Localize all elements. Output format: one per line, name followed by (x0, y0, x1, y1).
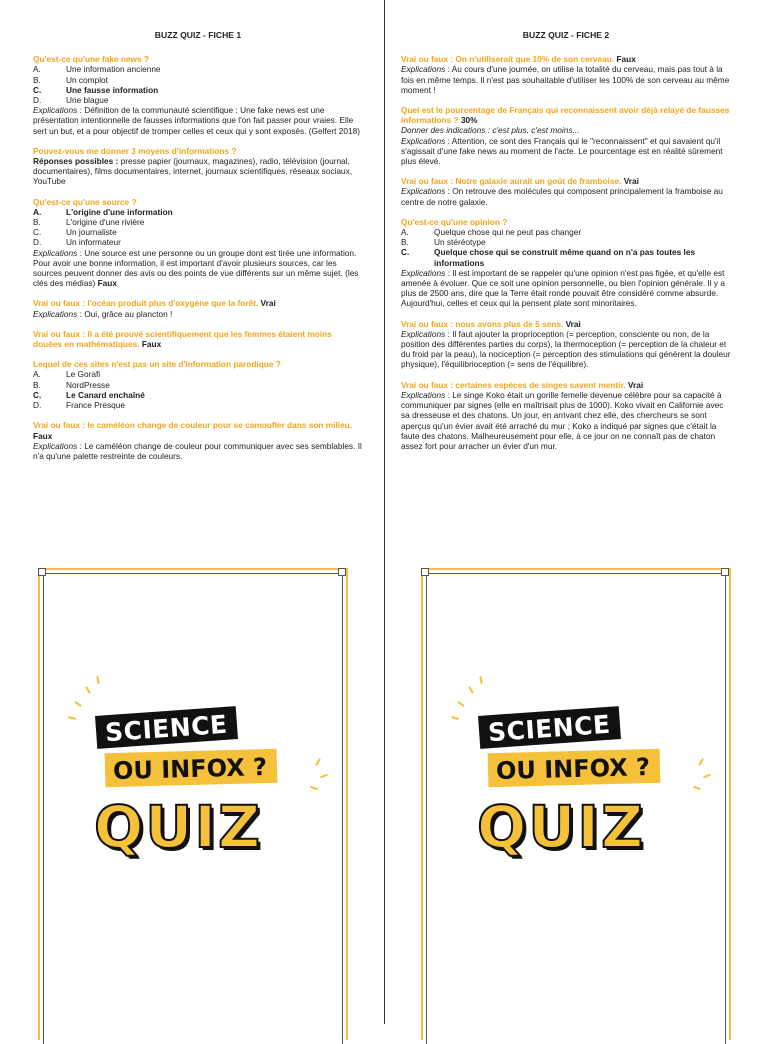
option-d: D. Un informateur (33, 237, 121, 248)
fiche1-question-7 (33, 420, 363, 461)
frame-corner (38, 568, 46, 576)
fiche1-question-2 (33, 146, 363, 187)
logo-ou-infox: OU INFOX ? (488, 749, 661, 787)
question-text: Vrai ou faux : On n'utiliserait que 10% de son cerveau. Faux (401, 54, 636, 65)
question-text: Vrai ou faux : certaines espèces de singes savent mentir. Vrai (401, 379, 644, 390)
page-divider (384, 0, 385, 1024)
answer: Vrai (623, 176, 639, 187)
explanation: Explications : Il est important de se rappeler qu'une opinion n'est pas figée, et qu'elle est amenée à évoluer. Que ce soit une opinion personnelle, ou bien l'opinion générale. Il y a plus de 2500 ans, dire que la Terre était ronde pouvait être considéré comme absurde. Aujourd'hui, celles et ceux qui la pensent plate sont minoritaires. (401, 267, 726, 309)
frame-corner (338, 568, 346, 576)
fiche-2-title: BUZZ QUIZ - FICHE 2 (522, 30, 610, 40)
fiche2-question-3 (401, 176, 731, 207)
hint: Donner des indications : c'est plus, c'est moins... (401, 125, 580, 136)
answer: Faux (141, 339, 162, 350)
fiche2-question-2 (401, 105, 731, 166)
option-b: B. L'origine d'une rivière (33, 217, 145, 228)
explanation: Explications : Attention, ce sont des Français qui le "reconnaissent" et qui savaient qu'il s'agissait d'une fake news au moment de l'acte. Le pourcentage est en réalité sûrement plus élevé. (401, 135, 723, 167)
explanation: Explications : Définition de la communauté scientifique : Une fake news est une présentation intentionnelle de fausses informations que l'on fait passer pour vraies. Elle sert un but, et a pour objectif de tromper celles et ceux qui y sont exposés. (Gelfert 2018) (33, 105, 360, 136)
question-text: Pouvez-vous me donner 3 moyens d'informations ? (33, 145, 237, 156)
fiche1-question-3 (33, 197, 363, 289)
fiche1-question-6 (33, 359, 363, 410)
frame-corner (421, 568, 429, 576)
question-text: Lequel de ces sites n'est pas un site d'information parodique ? (33, 359, 281, 370)
explanation: Explications : On retrouve des molécules qui composent principalement la framboise au centre de notre galaxie. (401, 186, 723, 207)
logo-quiz: QUIZ (477, 793, 646, 861)
logo-science: SCIENCE (478, 706, 621, 749)
fiche-1-title: BUZZ QUIZ - FICHE 1 (154, 30, 242, 40)
question-text: Qu'est-ce qu'une opinion ? (401, 216, 508, 227)
fiche1-question-4 (33, 298, 363, 318)
answer: Vrai (565, 318, 581, 329)
option-c-correct: C. Quelque chose qui se construit même quand on n'a pas toutes les informations (401, 247, 696, 268)
fiche1-question-1 (33, 54, 363, 136)
explanation: Explications : Une source est une personne ou un groupe dont est tirée une information. Pour avoir une bonne information, il est important d'avoir plusieurs sources, car les sources peuvent donner des avis ou des points de vue différents sur un même sujet. (les clés des médias) Faux (33, 247, 359, 289)
option-a: A. Quelque chose qui ne peut pas changer (401, 227, 582, 238)
fiche2-question-6 (401, 380, 731, 451)
fiche-2 (401, 30, 731, 461)
quiz-cover-left (38, 568, 348, 1038)
option-a: A. Le Gorafi (33, 369, 101, 380)
fiche2-question-5 (401, 319, 731, 370)
science-ou-infox-logo (88, 683, 308, 873)
option-b: B. Un stéréotype (401, 237, 486, 248)
answer: Faux (33, 430, 53, 441)
logo-ou-infox: OU INFOX ? (105, 749, 278, 787)
quiz-cover-right (421, 568, 731, 1038)
question-text: Vrai ou faux : Il a été prouvé scientifiquement que les femmes étaient moins douées en mathématiques. Faux (33, 328, 332, 350)
question-text: Qu'est-ce qu'une fake news ? (33, 54, 149, 65)
question-text: Quel est le pourcentage de Français qui reconnaissent avoir déjà relayé de fausses informations ? 30% (401, 105, 730, 126)
fiche-1 (33, 30, 363, 471)
question-text: Vrai ou faux : Notre galaxie aurait un goût de framboise. Vrai (401, 176, 639, 187)
option-c-correct: C. Une fausse information (33, 84, 159, 95)
option-b: B. Un complot (33, 74, 108, 85)
explanation: Explications : Le caméléon change de couleur pour communiquer avec ses semblables. Il n'a qu'une palette restreinte de couleurs. (33, 440, 362, 461)
option-b: B. NordPresse (33, 379, 110, 390)
possible-answers: Réponses possibles : presse papier (journaux, magazines), radio, télévision (journal, documentaires), films documentaires, internet, journaux scientifiques, réseaux sociaux, YouTube (33, 156, 353, 187)
frame-corner (721, 568, 729, 576)
answer: Vrai (260, 298, 276, 309)
explanation: Explications : Le singe Koko était un gorille femelle devenue célèbre pour sa capacité à communiquer par signes (elle en maîtrisait plus de 1000). Koko vivait en Californie avec sa dresseuse et des chatons. Un jour, en arrivant chez elle, des chercheurs se sont aperçus qu'un évier avait été arraché du mur ; Koko a indiqué par signes que c'était la faute des chatons. Malheureusement pour elle, à ce jour on ne connaît pas de chaton assez fort pour arracher un évier d'un mur. (401, 389, 724, 451)
question-text: Qu'est-ce qu'une source ? (33, 196, 137, 207)
explanation: Explications : Il faut ajouter la proprioception (= perception, consciente ou non, de la position des différentes parties du corps), la thermoception (= perception de la chaleur et du froid par la peau), la nociception (= perception des stimulations qui génèrent la douleur physique), l'équilibrioception (= sens de l'équilibre). (401, 328, 731, 370)
answer: 30% (460, 115, 478, 126)
question-text: Vrai ou faux : l'océan produit plus d'oxygène que la forêt. Vrai (33, 298, 276, 309)
answer: Faux (97, 278, 117, 289)
answer: Vrai (627, 379, 644, 390)
option-a-correct: A. L'origine d'une information (33, 206, 173, 217)
fiche1-question-5 (33, 329, 363, 349)
option-d: D. Une blague (33, 95, 109, 106)
option-d: D. France Presque (33, 400, 126, 411)
option-a: A. Une information ancienne (33, 64, 161, 75)
question-text: Vrai ou faux : le caméléon change de couleur pour se camoufler dans son milieu. Faux (33, 420, 353, 441)
answer: Faux (616, 54, 636, 65)
logo-science: SCIENCE (95, 706, 238, 749)
logo-quiz: QUIZ (94, 793, 263, 861)
question-text: Vrai ou faux : nous avons plus de 5 sens. Vrai (401, 318, 581, 329)
explanation: Explications : Oui, grâce au plancton ! (33, 308, 173, 319)
fiche2-question-4 (401, 217, 731, 309)
option-c: C. Un journaliste (33, 227, 117, 238)
fiche2-question-1 (401, 54, 731, 95)
option-c-correct: C. Le Canard enchaîné (33, 389, 145, 400)
explanation: Explications : Au cours d'une journée, on utilise la totalité du cerveau, mais pas tout à la fois en même temps. Il n'est pas souhaitable d'utiliser les 100% de son cerveau au même moment ! (401, 64, 730, 95)
science-ou-infox-logo (471, 683, 691, 873)
